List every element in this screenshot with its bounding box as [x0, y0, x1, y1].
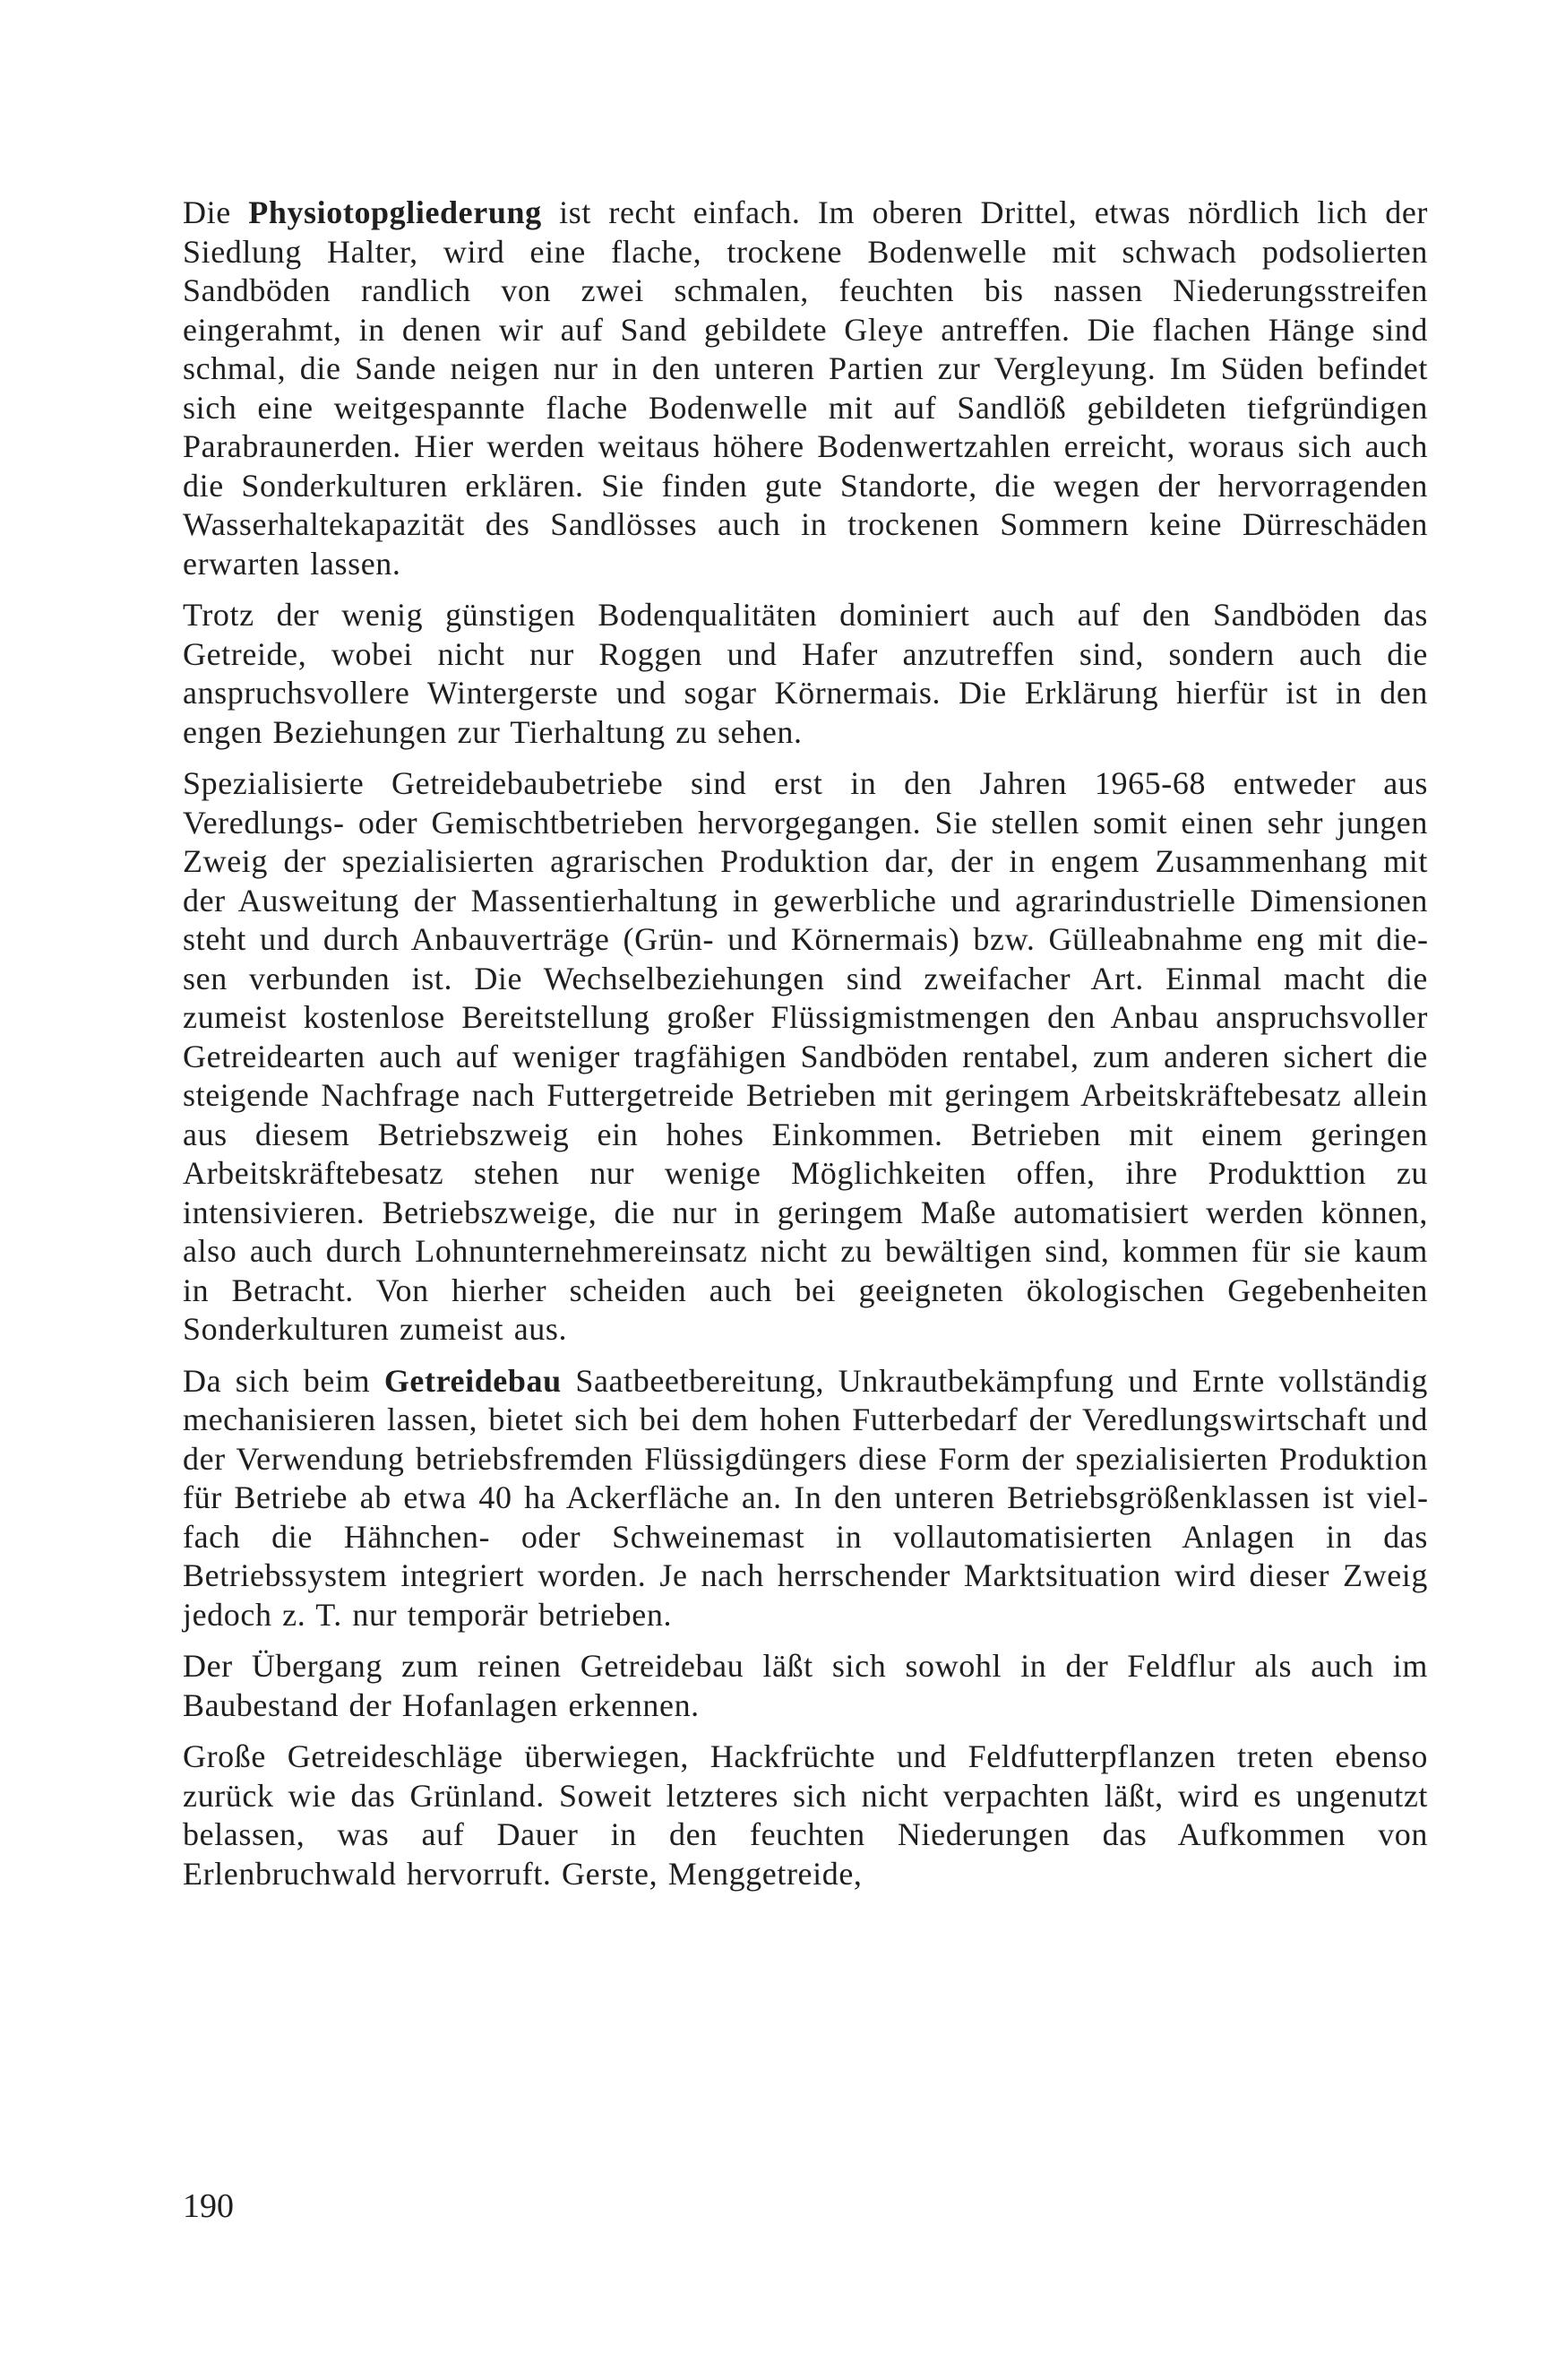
body-text: [183, 194, 1428, 1893]
paragraph-text: Der Übergang zum reinen Getreidebau läßt sich sowohl in der Feldflur als auch im Baubestand der Hofanlagen erkennen.: [183, 1648, 1428, 1723]
paragraph-getreideschlaege: [183, 1738, 1428, 1893]
bold-term-physiotopgliederung: Physiotopgliederung: [248, 194, 542, 230]
paragraph-getreidebaubetriebe: [183, 764, 1428, 1350]
paragraph-text: Die: [183, 194, 249, 230]
paragraph-uebergang: [183, 1647, 1428, 1725]
paragraph-text: Spezialisierte Getreidebaubetriebe sind erst in den Jahren 1965-68 entweder aus Veredlungs- oder Gemischtbetrieben hervorgegangen. Sie stellen somit einen sehr jungen Zweig der spezialisierten agrarischen Produktion dar, der in engem Zusammenhang mit der Ausweitung der Massentierhaltung in gewerbliche und agrarindustrielle Dimensionen steht und durch Anbauverträge (Grün- und Körnermais) bzw. Gülleabnahme eng mit diesen verbunden ist. Die Wechselbeziehungen sind zweifacher Art. Einmal macht die zumeist kostenlose Bereitstellung großer Flüssigmistmengen den Anbau anspruchsvoller Getreidearten auch auf weniger tragfähigen Sandböden rentabel, zum anderen sichert die steigende Nachfrage nach Futtergetreide Betrieben mit geringem Arbeitskräftebesatz allein aus diesem Betriebszweig ein hohes Einkommen. Betrieben mit einem geringen Arbeitskräftebesatz stehen nur wenige Möglichkeiten offen, ihre Produkttion zu intensivieren. Betriebszweige, die nur in geringem Maße automatisiert werden können, also auch durch Lohnunternehmereinsatz nicht zu bewältigen sind, kommen für sie kaum in Betracht. Von hierher scheiden auch bei geeigneten ökologischen Gegebenheiten Sonderkulturen zumeist aus.: [183, 765, 1428, 1347]
paragraph-text: ist recht einfach. Im oberen Drittel, etwas nördlich lich der Siedlung Halter, wird eine flache, trockene Bodenwelle mit schwach podsolierten Sandböden randlich von zwei schmalen, feuchten bis nassen Niederungsstreifen eingerahmt, in denen wir auf Sand gebildete Gleye antreffen. Die flachen Hänge sind schmal, die Sande neigen nur in den unteren Partien zur Vergleyung. Im Süden befindet sich eine weitgespannte flache Bodenwelle mit auf Sandlöß gebildeten tiefgründigen Parabraunerden. Hier werden weitaus höhere Bodenwertzahlen erreicht, woraus sich auch die Sonderkulturen erklären. Sie finden gute Standorte, die wegen der hervorragenden Wasserhaltekapazität des Sandlösses auch in trockenen Sommern keine Dürreschäden erwarten lassen.: [183, 194, 1428, 582]
paragraph-text: Da sich beim: [183, 1362, 384, 1399]
paragraph-bodenqualitaeten: [183, 596, 1428, 752]
paragraph-physiotopgliederung: [183, 194, 1428, 583]
paragraph-text: Große Getreideschläge überwiegen, Hackfrüchte und Feldfutterpflanzen treten ebenso zurück wie das Grünland. Soweit letzteres sich nicht verpachten läßt, wird es ungenutzt belassen, was auf Dauer in den feuchten Niederungen das Aufkommen von Erlenbruchwald hervorruft. Gerste, Menggetreide,: [183, 1738, 1428, 1892]
paragraph-getreidebau: [183, 1362, 1428, 1635]
bold-term-getreidebau: Getreidebau: [383, 1362, 562, 1399]
page-number: 190: [183, 2187, 234, 2225]
paragraph-text: Trotz der wenig günstigen Bodenqualitäten dominiert auch auf den Sandböden das Getreide, wobei nicht nur Roggen und Hafer anzutreffen sind, sondern auch die anspruchsvollere Wintergerste und sogar Körnermais. Die Erklärung hierfür ist in den engen Beziehungen zur Tierhaltung zu sehen.: [183, 597, 1428, 750]
paragraph-text: Saatbeetbereitung, Unkrautbekämpfung und Ernte vollständig mechanisieren lassen, bietet sich bei dem hohen Futterbedarf der Veredlungswirtschaft und der Verwendung betriebsfremden Flüssigdüngers diese Form der spezialisierten Produktion für Betriebe ab etwa 40 ha Ackerfläche an. In den unteren Betriebsgrößenklassen ist vielfach die Hähnchen- oder Schweinemast in vollautomatisierten Anlagen in das Betriebssystem integriert worden. Je nach herrschender Marktsituation wird dieser Zweig jedoch z. T. nur temporär betrieben.: [183, 1362, 1428, 1633]
